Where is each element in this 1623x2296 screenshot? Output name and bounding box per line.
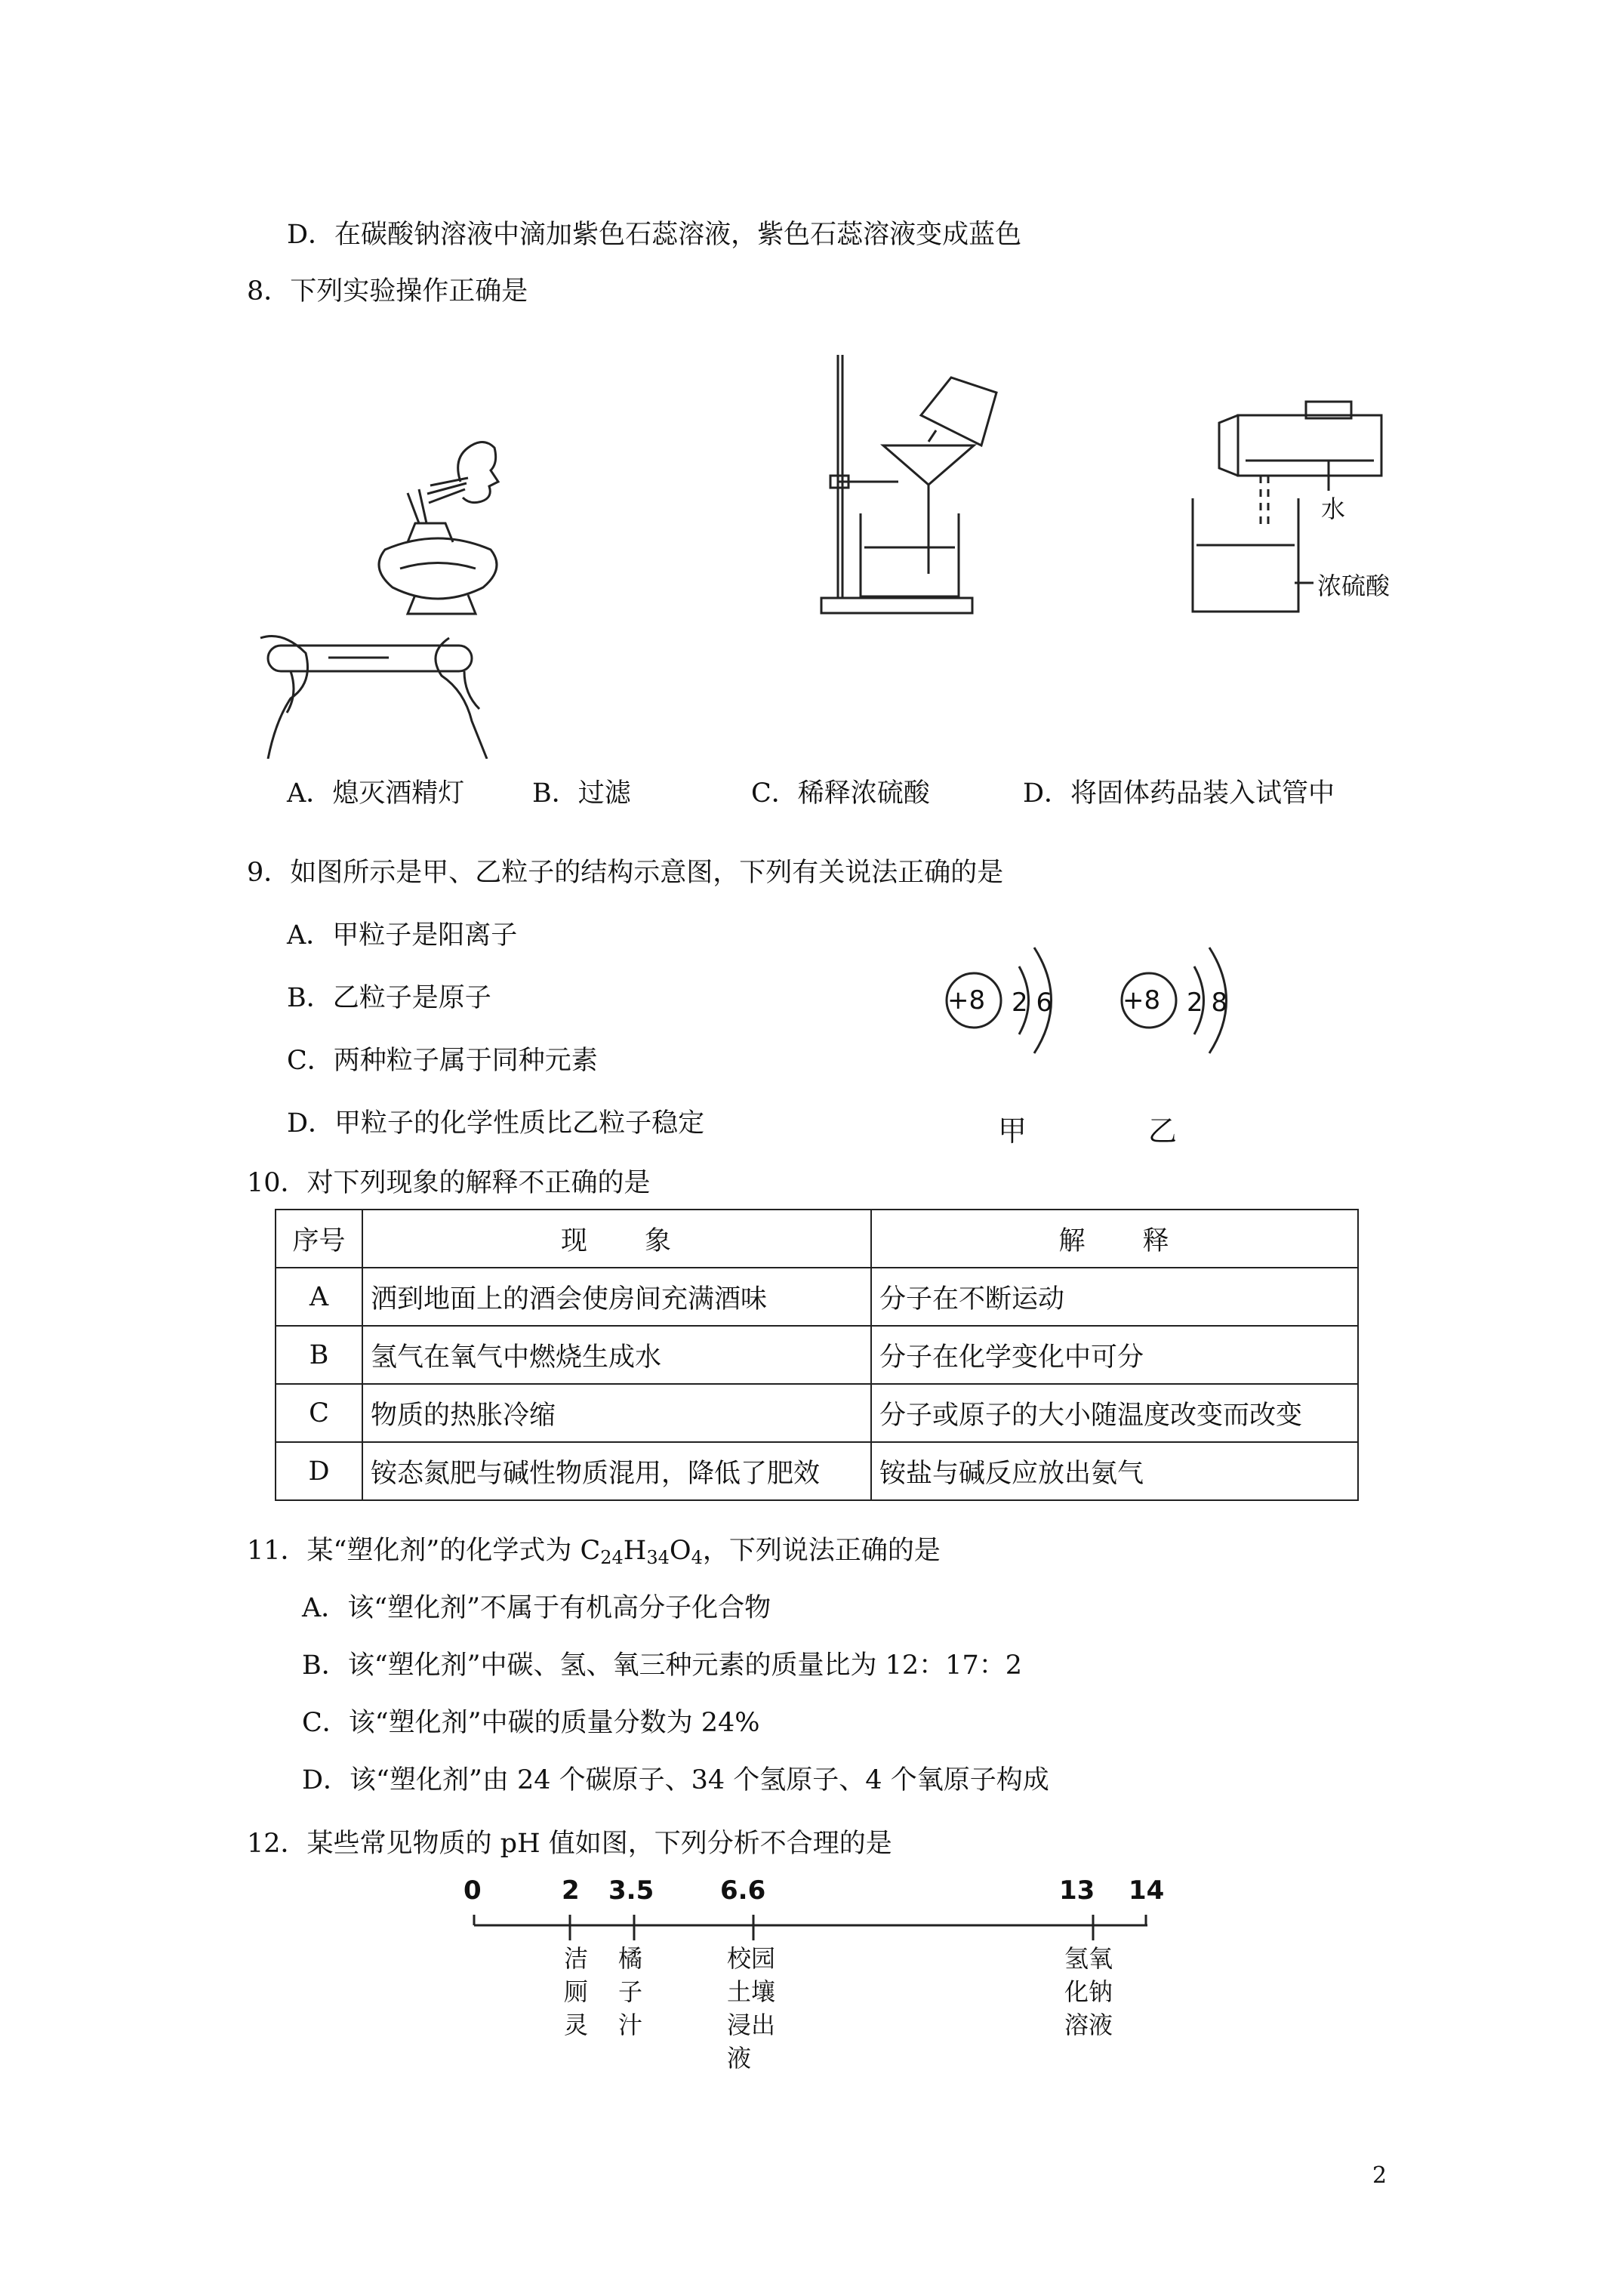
table-header: 现 象 (362, 1210, 871, 1268)
formula-h-sub: 34 (646, 1547, 670, 1568)
table-cell: 洒到地面上的酒会使房间充满酒味 (362, 1268, 871, 1326)
formula-o-sub: 4 (691, 1547, 703, 1568)
table-cell: B (276, 1326, 362, 1384)
q11-option-c: C．该“塑化剂”中碳的质量分数为 24% (302, 1708, 760, 1738)
ph-substance-char: 子 (617, 1977, 642, 2006)
particle-jia-shells: 2 6 (1012, 988, 1053, 1018)
ph-tick-label: 14 (1129, 1875, 1165, 1906)
q10-table (275, 1209, 1359, 1501)
q9-option-a: A．甲粒子是阳离子 (287, 920, 518, 951)
formula-o: O (669, 1536, 691, 1566)
table-cell: 分子在化学变化中可分 (871, 1326, 1358, 1384)
q11-stem (247, 1534, 941, 1574)
ph-substance-char: 土壤 (727, 1977, 776, 2006)
table-cell: 分子或原子的大小随温度改变而改变 (871, 1384, 1358, 1442)
table-cell: 物质的热胀冷缩 (362, 1384, 871, 1442)
particle-yi-nucleus: +8 (1123, 985, 1161, 1015)
table-cell: 氢气在氧气中燃烧生成水 (362, 1326, 871, 1384)
q8-option-d: D．将固体药品装入试管中 (1023, 778, 1335, 809)
ph-substance-char: 汁 (617, 2011, 642, 2039)
q8-option-a: A．熄灭酒精灯 (287, 778, 465, 809)
formula-c-sub: 24 (600, 1547, 624, 1568)
test-tube-hands-figure (245, 630, 510, 759)
q8-stem: 8．下列实验操作正确是 (247, 276, 528, 307)
ph-substance-char: 校园 (727, 1944, 776, 1973)
table-header: 序号 (276, 1210, 362, 1268)
ph-tick-label: 13 (1059, 1875, 1095, 1906)
ph-substance-naoh (1064, 1942, 1122, 2042)
ph-substance-char: 灵 (563, 2011, 588, 2039)
table-cell: 分子在不断运动 (871, 1268, 1358, 1326)
ph-substance-char: 橘 (617, 1944, 642, 1973)
formula-h: H (623, 1536, 647, 1566)
table-row (276, 1268, 1358, 1326)
ph-substance-char: 洁 (563, 1944, 588, 1973)
ph-tick-label: 3.5 (608, 1875, 654, 1906)
table-cell: 铵态氮肥与碱性物质混用，降低了肥效 (362, 1442, 871, 1500)
particle-yi-name: 乙 (1148, 1114, 1178, 1148)
table-row (276, 1384, 1358, 1442)
q9-option-b: B．乙粒子是原子 (287, 983, 491, 1013)
table-cell: 铵盐与碱反应放出氨气 (871, 1442, 1358, 1500)
ph-tick-label: 0 (463, 1875, 482, 1906)
ph-substance-char: 厕 (563, 1977, 588, 2006)
table-cell: C (276, 1384, 362, 1442)
table-cell: D (276, 1442, 362, 1500)
acid-label: 浓硫酸 (1317, 572, 1390, 600)
page-number: 2 (1372, 2162, 1387, 2189)
q10-stem: 10．对下列现象的解释不正确的是 (247, 1168, 651, 1198)
q8-option-c: C．稀释浓硫酸 (751, 778, 930, 809)
ph-substance-soil (727, 1942, 784, 2075)
table-cell: A (276, 1268, 362, 1326)
ph-substance-char: 液 (727, 2044, 752, 2073)
q9-stem: 9．如图所示是甲、乙粒子的结构示意图，下列有关说法正确的是 (247, 858, 1004, 888)
table-header-row (276, 1210, 1358, 1268)
q11-option-d: D．该“塑化剂”由 24 个碳原子、34 个氢原子、4 个氧原子构成 (302, 1765, 1049, 1795)
water-label: 水 (1321, 495, 1346, 523)
q11-stem-pre: 11．某“塑化剂”的化学式为 C (247, 1536, 601, 1566)
q11-stem-post: ，下列说法正确的是 (702, 1536, 941, 1566)
table-row (276, 1442, 1358, 1500)
ph-substance-orange-juice (615, 1942, 645, 2042)
table-row (276, 1326, 1358, 1384)
ph-tick-label: 2 (562, 1875, 580, 1906)
q11-option-b: B．该“塑化剂”中碳、氢、氧三种元素的质量比为 12：17：2 (302, 1650, 1022, 1681)
ph-substance-char: 化钠 (1064, 1977, 1113, 2006)
q7-option-d: D．在碳酸钠溶液中滴加紫色石蕊溶液，紫色石蕊溶液变成蓝色 (287, 220, 1022, 250)
alcohol-lamp-figure (355, 436, 521, 618)
table-header: 解 释 (871, 1210, 1358, 1268)
ph-substance-char: 氢氧 (1064, 1944, 1113, 1973)
q8-option-b: B．过滤 (532, 778, 631, 809)
q9-option-c: C．两种粒子属于同种元素 (287, 1046, 598, 1076)
q11-option-a: A．该“塑化剂”不属于有机高分子化合物 (302, 1593, 771, 1623)
particle-jia-nucleus: +8 (947, 985, 986, 1015)
particle-jia-name: 甲 (998, 1114, 1027, 1148)
ph-substance-cleaner (561, 1942, 591, 2042)
particle-yi-shells: 2 8 (1187, 988, 1228, 1018)
q9-option-d: D．甲粒子的化学性质比乙粒子稳定 (287, 1108, 705, 1139)
ph-tick-label: 6.6 (720, 1875, 766, 1906)
filtration-figure (815, 355, 1057, 615)
ph-substance-char: 溶液 (1064, 2011, 1113, 2039)
ph-substance-char: 浸出 (727, 2011, 776, 2039)
ph-scale-axis (468, 1910, 1147, 1940)
q12-stem: 12．某些常见物质的 pH 值如图，下列分析不合理的是 (247, 1829, 892, 1859)
